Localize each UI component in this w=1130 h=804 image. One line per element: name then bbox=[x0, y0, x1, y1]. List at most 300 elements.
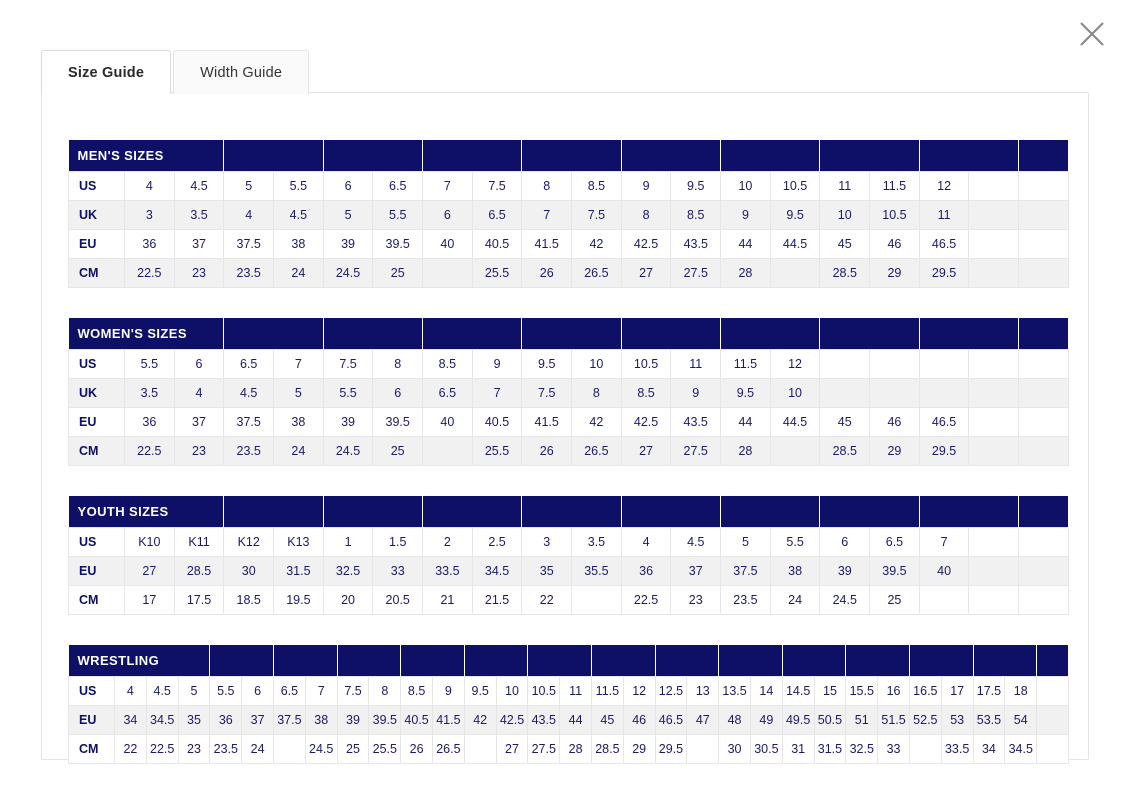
size-table-youth bbox=[68, 496, 1069, 615]
size-cell: 40.5 bbox=[472, 230, 522, 259]
size-cell: 14.5 bbox=[782, 677, 814, 706]
row-label: US bbox=[69, 172, 125, 201]
size-cell bbox=[770, 437, 820, 466]
size-cell: 20 bbox=[323, 586, 373, 615]
size-cell: 33 bbox=[878, 735, 910, 764]
size-cell: 6.5 bbox=[472, 201, 522, 230]
size-cell bbox=[969, 437, 1019, 466]
size-cell: 12 bbox=[623, 677, 655, 706]
table-row bbox=[69, 379, 1069, 408]
row-label: UK bbox=[69, 201, 125, 230]
size-cell: 8 bbox=[572, 379, 622, 408]
row-label: US bbox=[69, 677, 115, 706]
size-cell: 46.5 bbox=[655, 706, 687, 735]
size-cell: 6.5 bbox=[373, 172, 423, 201]
size-table-womens bbox=[68, 318, 1069, 466]
table-row bbox=[69, 706, 1069, 735]
table-header-cell bbox=[224, 496, 323, 528]
table-header-row bbox=[69, 140, 1069, 172]
size-cell: 45 bbox=[591, 706, 623, 735]
size-cell: 37 bbox=[174, 230, 224, 259]
size-cell: 6 bbox=[423, 201, 473, 230]
size-cell: 10 bbox=[721, 172, 771, 201]
size-cell: 9.5 bbox=[522, 350, 572, 379]
tables-container bbox=[42, 93, 1088, 764]
row-label: CM bbox=[69, 259, 125, 288]
table-header-cell bbox=[721, 318, 820, 350]
size-cell: 37 bbox=[174, 408, 224, 437]
table-header-cell bbox=[464, 645, 528, 677]
size-cell: 40 bbox=[423, 230, 473, 259]
size-cell: 5 bbox=[721, 528, 771, 557]
size-cell: 42.5 bbox=[621, 408, 671, 437]
size-cell: 32.5 bbox=[846, 735, 878, 764]
table-header-cell bbox=[210, 645, 274, 677]
table-header-cell bbox=[528, 645, 592, 677]
size-cell: 42.5 bbox=[496, 706, 528, 735]
table-header-cell bbox=[719, 645, 783, 677]
size-cell: 3 bbox=[125, 201, 175, 230]
size-cell: 32.5 bbox=[323, 557, 373, 586]
size-cell: 42 bbox=[572, 230, 622, 259]
size-cell: 16.5 bbox=[909, 677, 941, 706]
size-cell: 23 bbox=[174, 259, 224, 288]
size-cell: 26.5 bbox=[572, 437, 622, 466]
size-cell: K10 bbox=[125, 528, 175, 557]
table-title: YOUTH SIZES bbox=[69, 496, 224, 528]
size-cell: 4.5 bbox=[274, 201, 324, 230]
size-cell: 7 bbox=[919, 528, 969, 557]
size-cell: 51.5 bbox=[878, 706, 910, 735]
size-cell: 39.5 bbox=[870, 557, 920, 586]
size-cell bbox=[969, 350, 1019, 379]
table-header-cell bbox=[820, 140, 919, 172]
size-cell: 35 bbox=[178, 706, 210, 735]
size-cell: 15 bbox=[814, 677, 846, 706]
size-cell bbox=[1037, 677, 1069, 706]
size-cell: 12.5 bbox=[655, 677, 687, 706]
size-cell: 16 bbox=[878, 677, 910, 706]
table-header-cell bbox=[846, 645, 910, 677]
size-cell: 52.5 bbox=[909, 706, 941, 735]
size-cell: 49.5 bbox=[782, 706, 814, 735]
size-cell: 37 bbox=[242, 706, 274, 735]
table-header-cell bbox=[782, 645, 846, 677]
row-label: CM bbox=[69, 735, 115, 764]
size-cell: 40 bbox=[423, 408, 473, 437]
size-cell: 24 bbox=[770, 586, 820, 615]
size-cell: 33.5 bbox=[423, 557, 473, 586]
size-cell bbox=[870, 379, 920, 408]
size-cell: 40.5 bbox=[401, 706, 433, 735]
size-cell: 18.5 bbox=[224, 586, 274, 615]
size-cell: 4.5 bbox=[224, 379, 274, 408]
table-row bbox=[69, 201, 1069, 230]
size-cell bbox=[1019, 437, 1069, 466]
size-cell: 22.5 bbox=[125, 437, 175, 466]
row-label: CM bbox=[69, 586, 125, 615]
size-cell bbox=[969, 379, 1019, 408]
size-cell: 28.5 bbox=[174, 557, 224, 586]
size-cell: 39 bbox=[323, 408, 373, 437]
table-row bbox=[69, 259, 1069, 288]
size-cell: 5.5 bbox=[274, 172, 324, 201]
size-cell: 23.5 bbox=[224, 437, 274, 466]
size-cell: 23.5 bbox=[210, 735, 242, 764]
size-cell: 9 bbox=[433, 677, 465, 706]
size-cell: 7 bbox=[472, 379, 522, 408]
size-cell: 6.5 bbox=[224, 350, 274, 379]
size-cell: 4.5 bbox=[671, 528, 721, 557]
table-row bbox=[69, 408, 1069, 437]
size-cell: 17.5 bbox=[174, 586, 224, 615]
size-cell: 29 bbox=[623, 735, 655, 764]
table-header-cell bbox=[323, 318, 422, 350]
size-cell: 25.5 bbox=[369, 735, 401, 764]
table-header-cell bbox=[721, 140, 820, 172]
size-cell: 22.5 bbox=[125, 259, 175, 288]
size-cell: 6.5 bbox=[274, 677, 306, 706]
size-cell: 42 bbox=[464, 706, 496, 735]
table-row bbox=[69, 528, 1069, 557]
size-cell: 25 bbox=[373, 437, 423, 466]
size-cell: 25.5 bbox=[472, 259, 522, 288]
size-cell bbox=[1019, 201, 1069, 230]
size-cell bbox=[274, 735, 306, 764]
size-cell: 45 bbox=[820, 408, 870, 437]
size-cell bbox=[969, 259, 1019, 288]
table-header-cell bbox=[820, 496, 919, 528]
table-header-cell bbox=[655, 645, 719, 677]
size-cell bbox=[969, 528, 1019, 557]
size-cell: 10.5 bbox=[870, 201, 920, 230]
size-cell: 17 bbox=[941, 677, 973, 706]
size-cell: 44 bbox=[721, 408, 771, 437]
size-cell: 42 bbox=[572, 408, 622, 437]
table-header-cell bbox=[919, 496, 1018, 528]
size-cell: 40.5 bbox=[472, 408, 522, 437]
table-header-cell bbox=[919, 318, 1018, 350]
size-cell: 28 bbox=[721, 259, 771, 288]
size-cell: 9.5 bbox=[464, 677, 496, 706]
size-cell: 34 bbox=[115, 706, 147, 735]
size-cell: 37.5 bbox=[224, 230, 274, 259]
size-cell: 37 bbox=[671, 557, 721, 586]
size-cell: 9 bbox=[721, 201, 771, 230]
size-cell: 11 bbox=[671, 350, 721, 379]
size-cell: 48 bbox=[719, 706, 751, 735]
size-cell: 5 bbox=[178, 677, 210, 706]
size-cell: 8 bbox=[522, 172, 572, 201]
size-cell: 41.5 bbox=[433, 706, 465, 735]
size-cell: 7 bbox=[423, 172, 473, 201]
size-cell: 3.5 bbox=[174, 201, 224, 230]
size-cell: 36 bbox=[125, 408, 175, 437]
table-header-cell bbox=[224, 140, 323, 172]
size-cell: 39 bbox=[337, 706, 369, 735]
size-cell: 39.5 bbox=[369, 706, 401, 735]
size-cell: 40 bbox=[919, 557, 969, 586]
size-cell: 46 bbox=[870, 408, 920, 437]
size-cell: 8 bbox=[369, 677, 401, 706]
size-cell: 12 bbox=[770, 350, 820, 379]
table-row bbox=[69, 557, 1069, 586]
size-cell: 28.5 bbox=[820, 259, 870, 288]
table-row bbox=[69, 677, 1069, 706]
table-row bbox=[69, 230, 1069, 259]
size-cell: 8 bbox=[621, 201, 671, 230]
size-cell: 23 bbox=[178, 735, 210, 764]
size-cell: 21 bbox=[423, 586, 473, 615]
tab-size-guide[interactable]: Size Guide bbox=[41, 50, 171, 94]
size-cell: 26 bbox=[522, 259, 572, 288]
size-cell: 26 bbox=[522, 437, 572, 466]
size-cell bbox=[423, 259, 473, 288]
size-cell: 27 bbox=[621, 259, 671, 288]
size-cell: 37.5 bbox=[721, 557, 771, 586]
size-cell: 8.5 bbox=[671, 201, 721, 230]
size-cell: 6 bbox=[820, 528, 870, 557]
size-cell bbox=[770, 259, 820, 288]
table-header-cell bbox=[1019, 140, 1069, 172]
size-cell: 53.5 bbox=[973, 706, 1005, 735]
size-cell: 42.5 bbox=[621, 230, 671, 259]
row-label: US bbox=[69, 350, 125, 379]
size-cell: 50.5 bbox=[814, 706, 846, 735]
size-cell bbox=[969, 586, 1019, 615]
size-cell: K12 bbox=[224, 528, 274, 557]
size-cell: 13.5 bbox=[719, 677, 751, 706]
size-cell bbox=[969, 230, 1019, 259]
size-cell: 39 bbox=[820, 557, 870, 586]
size-cell: 5 bbox=[224, 172, 274, 201]
size-cell bbox=[969, 172, 1019, 201]
size-cell: 44 bbox=[721, 230, 771, 259]
size-cell bbox=[820, 379, 870, 408]
table-title: WOMEN'S SIZES bbox=[69, 318, 224, 350]
size-cell bbox=[1019, 350, 1069, 379]
size-cell: 37.5 bbox=[274, 706, 306, 735]
size-cell: 5.5 bbox=[373, 201, 423, 230]
row-label: EU bbox=[69, 408, 125, 437]
size-cell: 23.5 bbox=[224, 259, 274, 288]
size-cell: 11 bbox=[919, 201, 969, 230]
size-cell: 1 bbox=[323, 528, 373, 557]
size-cell: 10.5 bbox=[528, 677, 560, 706]
table-header-cell bbox=[973, 645, 1037, 677]
size-cell: 7.5 bbox=[337, 677, 369, 706]
close-icon[interactable] bbox=[1072, 14, 1112, 54]
size-cell: 44.5 bbox=[770, 230, 820, 259]
table-header-cell bbox=[1037, 645, 1069, 677]
size-cell: 10.5 bbox=[621, 350, 671, 379]
size-cell: 43.5 bbox=[528, 706, 560, 735]
table-row bbox=[69, 735, 1069, 764]
size-cell: 10 bbox=[496, 677, 528, 706]
size-cell: 6 bbox=[242, 677, 274, 706]
size-cell bbox=[919, 350, 969, 379]
size-cell bbox=[1019, 557, 1069, 586]
size-cell: 17.5 bbox=[973, 677, 1005, 706]
size-cell: 10.5 bbox=[770, 172, 820, 201]
size-cell: 26.5 bbox=[433, 735, 465, 764]
table-header-row bbox=[69, 318, 1069, 350]
size-cell: 9.5 bbox=[770, 201, 820, 230]
size-cell bbox=[870, 350, 920, 379]
size-cell: 22 bbox=[522, 586, 572, 615]
size-cell: 4.5 bbox=[146, 677, 178, 706]
size-cell: 5.5 bbox=[210, 677, 242, 706]
size-cell: 7 bbox=[274, 350, 324, 379]
size-cell: 35 bbox=[522, 557, 572, 586]
size-cell: 11 bbox=[820, 172, 870, 201]
size-cell: 6 bbox=[373, 379, 423, 408]
size-cell: 36 bbox=[125, 230, 175, 259]
size-cell: 41.5 bbox=[522, 408, 572, 437]
size-cell: 51 bbox=[846, 706, 878, 735]
row-label: UK bbox=[69, 379, 125, 408]
size-cell: 30.5 bbox=[750, 735, 782, 764]
size-cell: K11 bbox=[174, 528, 224, 557]
size-cell: 27.5 bbox=[671, 437, 721, 466]
size-cell: 5.5 bbox=[770, 528, 820, 557]
size-cell bbox=[820, 350, 870, 379]
size-cell: 10 bbox=[572, 350, 622, 379]
table-header-cell bbox=[621, 318, 720, 350]
size-cell: 8.5 bbox=[621, 379, 671, 408]
size-cell: 26 bbox=[401, 735, 433, 764]
size-cell: 34.5 bbox=[472, 557, 522, 586]
size-cell: 4 bbox=[224, 201, 274, 230]
size-cell: 44 bbox=[560, 706, 592, 735]
size-cell: 24.5 bbox=[305, 735, 337, 764]
size-cell bbox=[919, 586, 969, 615]
size-cell: 18 bbox=[1005, 677, 1037, 706]
size-cell: 4 bbox=[174, 379, 224, 408]
size-cell: 3.5 bbox=[125, 379, 175, 408]
size-cell bbox=[572, 586, 622, 615]
row-label: US bbox=[69, 528, 125, 557]
size-cell bbox=[423, 437, 473, 466]
size-cell: 38 bbox=[274, 230, 324, 259]
size-cell: 4 bbox=[621, 528, 671, 557]
size-cell: 26.5 bbox=[572, 259, 622, 288]
size-cell: 1.5 bbox=[373, 528, 423, 557]
size-cell: 4.5 bbox=[174, 172, 224, 201]
size-cell: 9 bbox=[472, 350, 522, 379]
table-header-cell bbox=[721, 496, 820, 528]
size-cell: 29.5 bbox=[919, 437, 969, 466]
size-cell: 9.5 bbox=[721, 379, 771, 408]
size-cell bbox=[1019, 408, 1069, 437]
size-cell: 11.5 bbox=[591, 677, 623, 706]
size-cell: 10 bbox=[770, 379, 820, 408]
size-cell: 31.5 bbox=[814, 735, 846, 764]
size-cell: 46 bbox=[623, 706, 655, 735]
size-cell: 8.5 bbox=[423, 350, 473, 379]
size-cell: 4 bbox=[125, 172, 175, 201]
size-cell: 7.5 bbox=[472, 172, 522, 201]
tab-width-guide[interactable]: Width Guide bbox=[173, 50, 309, 94]
table-header-cell bbox=[1019, 318, 1069, 350]
size-cell: 24 bbox=[274, 259, 324, 288]
table-header-cell bbox=[323, 496, 422, 528]
size-cell bbox=[1019, 259, 1069, 288]
size-cell: 2.5 bbox=[472, 528, 522, 557]
size-cell: 28.5 bbox=[591, 735, 623, 764]
row-label: EU bbox=[69, 230, 125, 259]
size-cell: 12 bbox=[919, 172, 969, 201]
size-cell: 31 bbox=[782, 735, 814, 764]
size-cell: 8 bbox=[373, 350, 423, 379]
size-cell bbox=[909, 735, 941, 764]
size-cell: 5.5 bbox=[323, 379, 373, 408]
table-header-cell bbox=[337, 645, 401, 677]
table-title: WRESTLING bbox=[69, 645, 210, 677]
size-cell: 33.5 bbox=[941, 735, 973, 764]
size-table-mens bbox=[68, 140, 1069, 288]
size-cell: 23 bbox=[174, 437, 224, 466]
size-cell: 36 bbox=[621, 557, 671, 586]
size-cell: 3.5 bbox=[572, 528, 622, 557]
table-header-cell bbox=[522, 140, 621, 172]
size-cell: 9 bbox=[621, 172, 671, 201]
size-cell: 19.5 bbox=[274, 586, 324, 615]
size-cell: 2 bbox=[423, 528, 473, 557]
size-cell: 24.5 bbox=[820, 586, 870, 615]
size-cell: 53 bbox=[941, 706, 973, 735]
table-header-cell bbox=[423, 318, 522, 350]
size-cell: 5 bbox=[323, 201, 373, 230]
size-cell: 54 bbox=[1005, 706, 1037, 735]
size-cell: 24.5 bbox=[323, 437, 373, 466]
table-header-row bbox=[69, 645, 1069, 677]
table-header-cell bbox=[919, 140, 1018, 172]
size-cell: 14 bbox=[750, 677, 782, 706]
size-cell: 28 bbox=[560, 735, 592, 764]
size-cell: 34 bbox=[973, 735, 1005, 764]
size-cell: 15.5 bbox=[846, 677, 878, 706]
size-cell: 24.5 bbox=[323, 259, 373, 288]
size-cell: 23.5 bbox=[721, 586, 771, 615]
table-header-cell bbox=[621, 496, 720, 528]
table-header-cell bbox=[423, 140, 522, 172]
table-row bbox=[69, 350, 1069, 379]
size-cell: 25 bbox=[337, 735, 369, 764]
size-cell: 27 bbox=[125, 557, 175, 586]
table-header-cell bbox=[591, 645, 655, 677]
size-cell: 13 bbox=[687, 677, 719, 706]
size-cell bbox=[1037, 735, 1069, 764]
row-label: EU bbox=[69, 557, 125, 586]
table-header-cell bbox=[274, 645, 338, 677]
size-cell bbox=[687, 735, 719, 764]
size-cell: 49 bbox=[750, 706, 782, 735]
size-cell: 29.5 bbox=[919, 259, 969, 288]
size-cell: 6.5 bbox=[870, 528, 920, 557]
size-cell: 34.5 bbox=[1005, 735, 1037, 764]
size-cell: 46.5 bbox=[919, 230, 969, 259]
size-cell: 27 bbox=[621, 437, 671, 466]
size-cell: 11 bbox=[560, 677, 592, 706]
table-header-cell bbox=[323, 140, 422, 172]
size-cell: 22.5 bbox=[621, 586, 671, 615]
size-cell: 7 bbox=[305, 677, 337, 706]
size-cell: 35.5 bbox=[572, 557, 622, 586]
table-header-cell bbox=[621, 140, 720, 172]
size-cell: 23 bbox=[671, 586, 721, 615]
table-row bbox=[69, 172, 1069, 201]
